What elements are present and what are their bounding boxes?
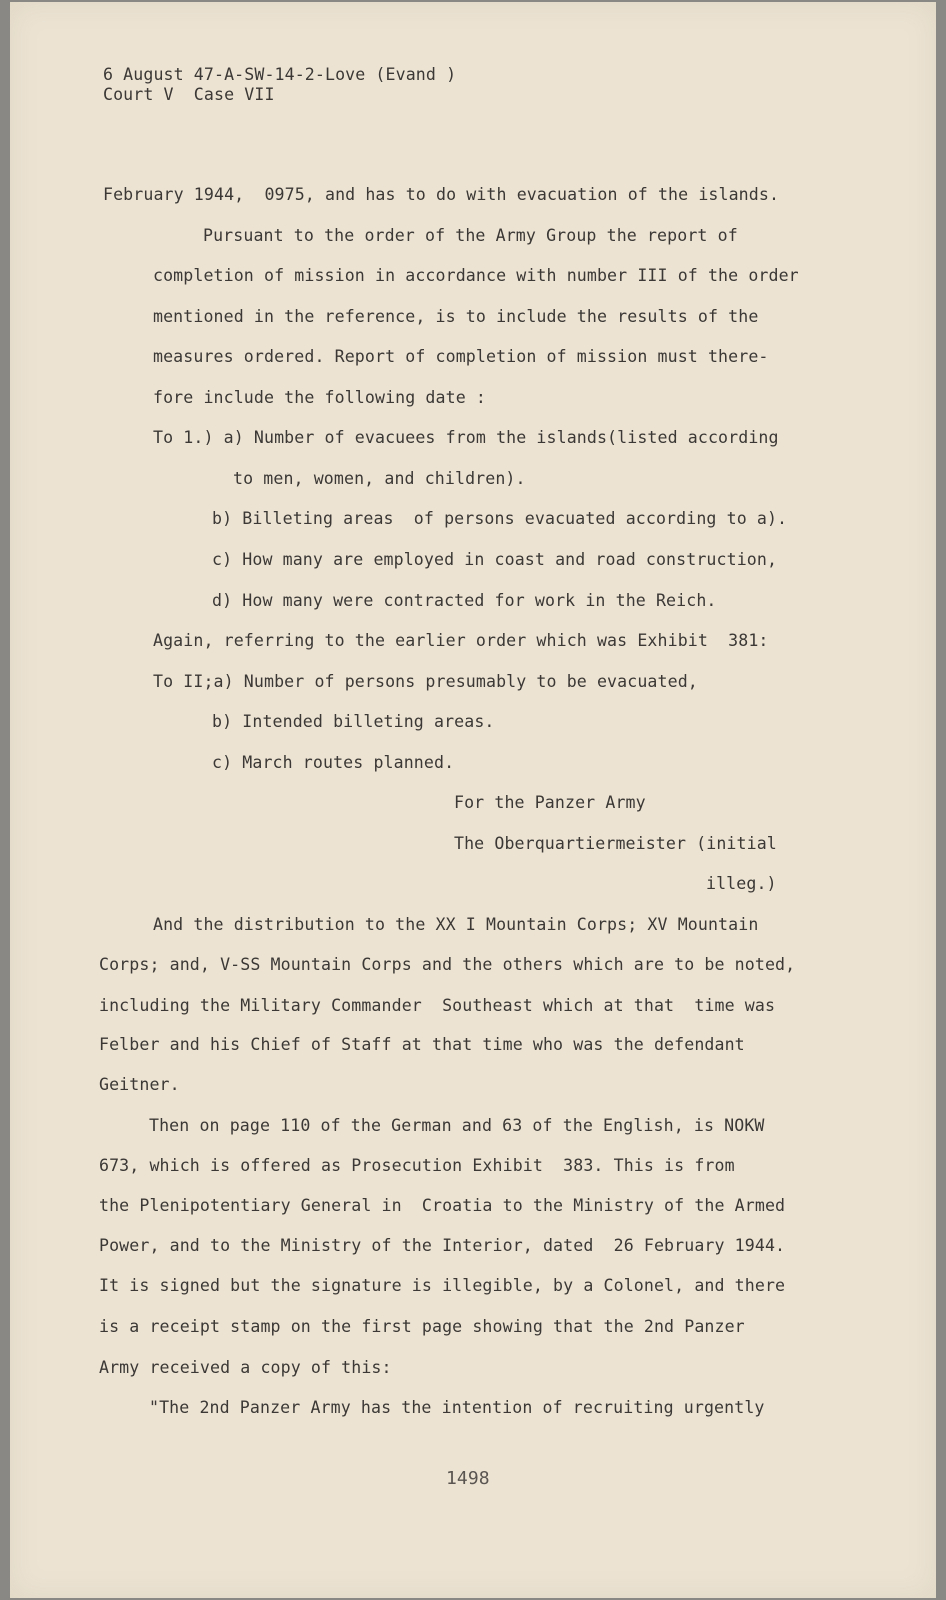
body-line: Geitner. xyxy=(99,1075,180,1094)
body-line: Army received a copy of this: xyxy=(99,1358,392,1377)
body-line: Again, referring to the earlier order which was Exhibit 381: xyxy=(153,631,769,650)
body-line: February 1944, 0975, and has to do with evacuation of the islands. xyxy=(103,185,780,204)
page-number: 1498 xyxy=(446,1468,490,1489)
body-line: is a receipt stamp on the first page showing that the 2nd Panzer xyxy=(99,1317,745,1336)
header-line-1: 6 August 47-A-SW-14-2-Love (Evand ) xyxy=(103,65,457,84)
body-line: To II;a) Number of persons presumably to be evacuated, xyxy=(153,672,698,691)
document-page xyxy=(10,2,936,1598)
body-line: mentioned in the reference, is to include the results of the xyxy=(153,307,759,326)
signature-line: The Oberquartiermeister (initial xyxy=(454,834,777,853)
signature-line: For the Panzer Army xyxy=(454,793,646,812)
body-line: including the Military Commander Southeast which at that time was xyxy=(99,996,776,1015)
body-line: fore include the following date : xyxy=(153,388,486,407)
body-line: It is signed but the signature is illegible, by a Colonel, and there xyxy=(99,1276,786,1295)
body-line: Felber and his Chief of Staff at that time who was the defendant xyxy=(99,1035,745,1054)
signature-line: illeg.) xyxy=(706,874,777,893)
body-line: Pursuant to the order of the Army Group the report of xyxy=(203,226,738,245)
body-line: c) How many are employed in coast and road construction, xyxy=(212,550,778,569)
body-line: completion of mission in accordance with number III of the order xyxy=(153,266,799,285)
body-line: 673, which is offered as Prosecution Exhibit 383. This is from xyxy=(99,1156,735,1175)
body-line: Power, and to the Ministry of the Interior, dated 26 February 1944. xyxy=(99,1236,786,1255)
body-line: Then on page 110 of the German and 63 of the English, is NOKW xyxy=(149,1116,765,1135)
header-line-2: Court V Case VII xyxy=(103,85,275,104)
body-line: b) Intended billeting areas. xyxy=(212,712,495,731)
body-line: to men, women, and children). xyxy=(233,469,526,488)
body-line: the Plenipotentiary General in Croatia to the Ministry of the Armed xyxy=(99,1196,786,1215)
body-line: c) March routes planned. xyxy=(212,753,455,772)
body-line: b) Billeting areas of persons evacuated according to a). xyxy=(212,509,788,528)
body-line: d) How many were contracted for work in the Reich. xyxy=(212,591,717,610)
body-line: Corps; and, V-SS Mountain Corps and the others which are to be noted, xyxy=(99,955,796,974)
body-line: "The 2nd Panzer Army has the intention of recruiting urgently xyxy=(149,1398,765,1417)
body-line: And the distribution to the XX I Mountain Corps; XV Mountain xyxy=(153,915,759,934)
body-line: measures ordered. Report of completion of mission must there- xyxy=(153,347,769,366)
body-line: To 1.) a) Number of evacuees from the islands(listed according xyxy=(153,428,779,447)
